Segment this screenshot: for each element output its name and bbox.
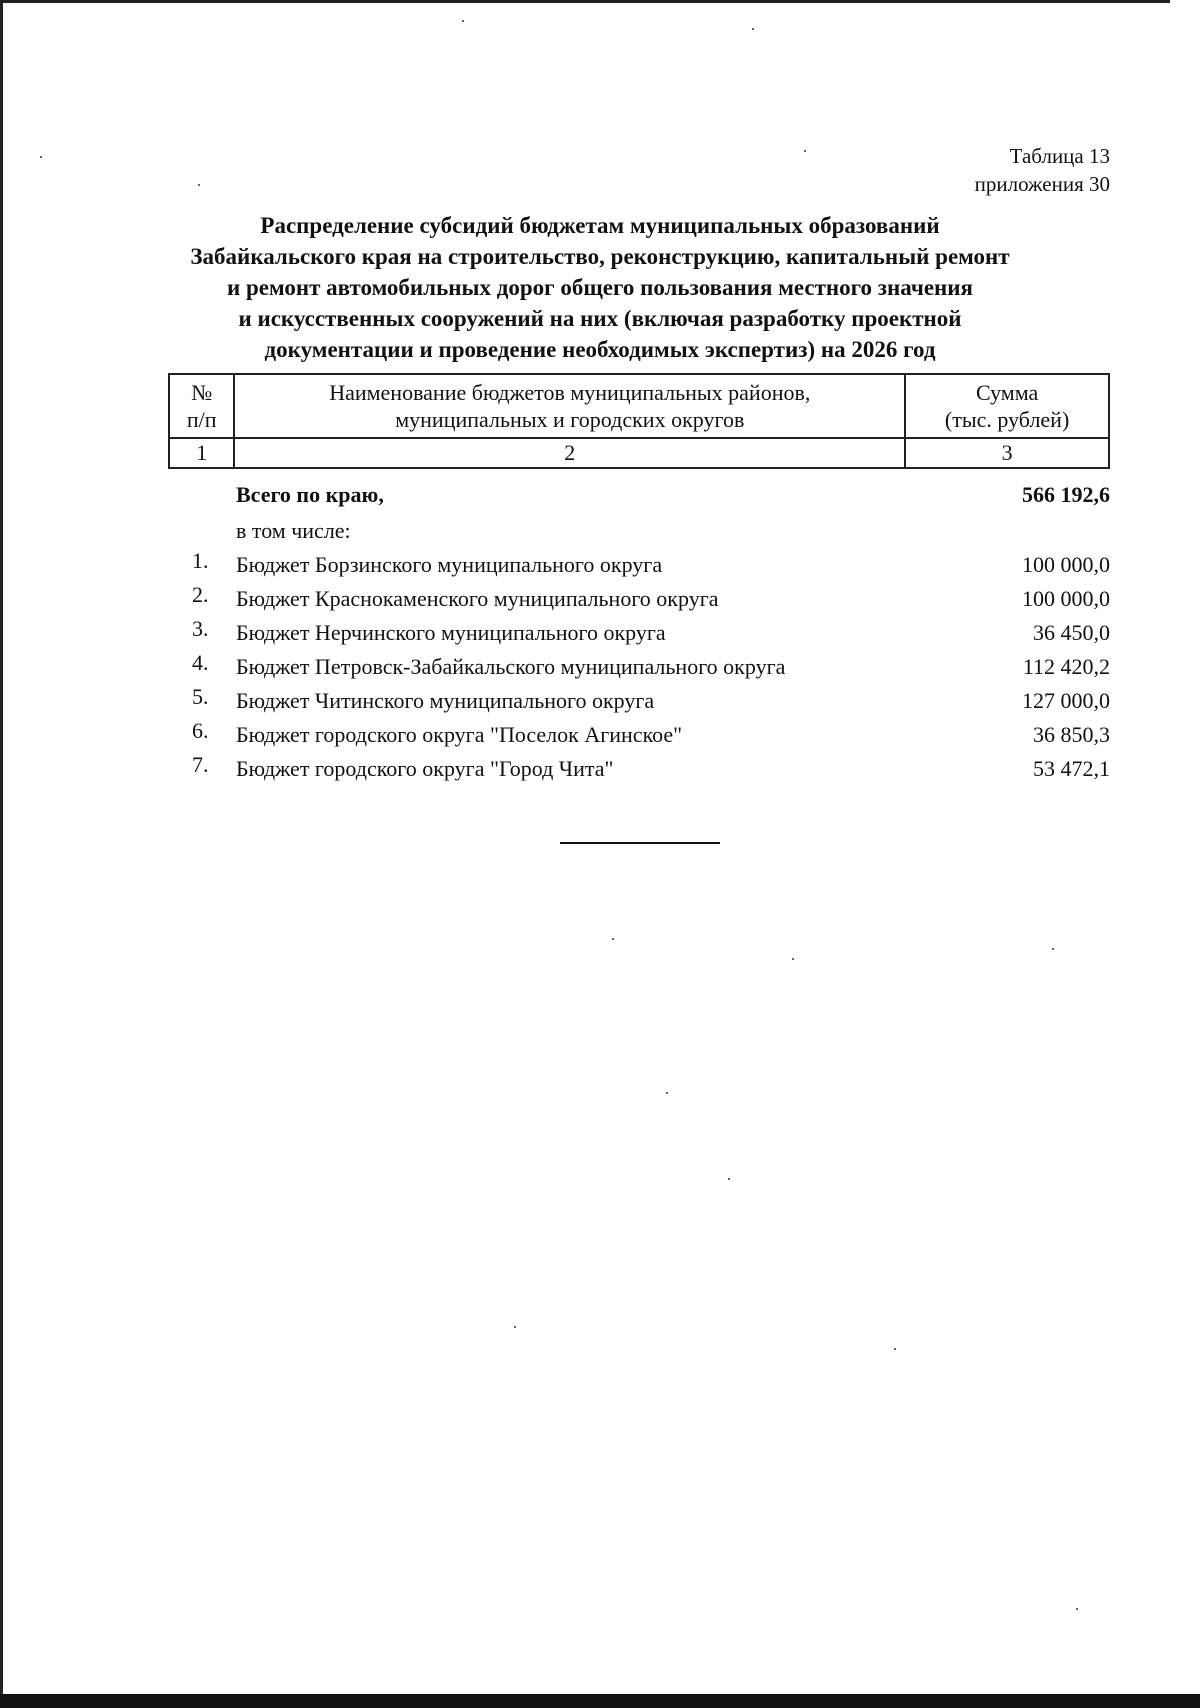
row-number: 3.	[192, 616, 209, 641]
budget-amount: 112 420,2	[1022, 654, 1110, 679]
table-row	[168, 752, 1110, 786]
scan-speck	[1052, 948, 1054, 950]
table-row	[168, 718, 1110, 752]
column-header-sum: Сумма (тыс. рублей)	[905, 374, 1109, 438]
total-amount: 566 192,6	[1022, 482, 1110, 507]
row-number: 4.	[192, 650, 209, 675]
title-line: и искусственных сооружений на них (включая разработку проектной	[238, 306, 962, 331]
row-number: 6.	[192, 718, 209, 743]
end-rule	[560, 842, 720, 844]
budget-name: Бюджет городского округа "Поселок Агинское"	[236, 722, 683, 747]
scan-speck	[728, 1178, 730, 1180]
row-number: 1.	[192, 548, 209, 573]
scan-border-top	[0, 0, 1170, 3]
title-line: Забайкальского края на строительство, реконструкцию, капитальный ремонт	[190, 244, 1010, 269]
table-row	[168, 684, 1110, 718]
column-number: 2	[234, 438, 905, 468]
budget-name: Бюджет Краснокаменского муниципального округа	[236, 586, 719, 611]
appendix-label: приложения 30	[974, 172, 1110, 196]
document-title	[150, 210, 1050, 365]
table-row	[168, 548, 1110, 582]
column-number: 3	[905, 438, 1109, 468]
budget-amount: 100 000,0	[1022, 586, 1110, 611]
scan-speck	[462, 20, 464, 22]
budget-amount: 127 000,0	[1022, 688, 1110, 713]
column-header-number: № п/п	[169, 374, 234, 438]
scan-speck	[752, 28, 754, 30]
column-number: 1	[169, 438, 234, 468]
scan-speck	[894, 1348, 896, 1350]
column-header-name: Наименование бюджетов муниципальных районов, муниципальных и городских округов	[234, 374, 905, 438]
table-header	[168, 373, 1110, 469]
total-row	[168, 478, 1110, 514]
row-number: 5.	[192, 684, 209, 709]
total-label: Всего по краю,	[236, 482, 384, 507]
scan-speck	[1076, 1608, 1078, 1610]
title-line: Распределение субсидий бюджетам муниципальных образований	[260, 213, 940, 238]
table-body	[168, 478, 1110, 786]
table-row	[168, 616, 1110, 650]
scan-border-left	[0, 0, 3, 1708]
scan-speck	[40, 156, 42, 158]
table-reference	[975, 142, 1110, 198]
row-number: 2.	[192, 582, 209, 607]
scan-speck	[514, 1326, 516, 1328]
column-number-row	[169, 438, 1109, 468]
scan-speck	[792, 958, 794, 960]
budget-amount: 100 000,0	[1022, 552, 1110, 577]
including-row	[168, 514, 1110, 548]
table-row	[168, 650, 1110, 684]
scan-speck	[804, 150, 806, 152]
scan-speck	[198, 184, 200, 186]
budget-name: Бюджет Петровск-Забайкальского муниципального округа	[236, 654, 786, 679]
table-label: Таблица 13	[1009, 144, 1110, 168]
row-number: 7.	[192, 752, 209, 777]
budget-amount: 53 472,1	[1033, 756, 1110, 781]
scan-border-bottom	[0, 1694, 1200, 1708]
budget-amount: 36 450,0	[1033, 620, 1110, 645]
scan-speck	[666, 1092, 668, 1094]
title-line: и ремонт автомобильных дорог общего пользования местного значения	[227, 275, 973, 300]
header-row	[169, 374, 1109, 438]
title-line: документации и проведение необходимых экспертиз) на 2026 год	[264, 337, 936, 362]
scan-speck	[612, 938, 614, 940]
budget-name: Бюджет городского округа "Город Чита"	[236, 756, 614, 781]
including-label: в том числе:	[236, 518, 351, 543]
table-row	[168, 582, 1110, 616]
budget-name: Бюджет Читинского муниципального округа	[236, 688, 655, 713]
budget-name: Бюджет Нерчинского муниципального округа	[236, 620, 666, 645]
budget-name: Бюджет Борзинского муниципального округа	[236, 552, 663, 577]
budget-amount: 36 850,3	[1033, 722, 1110, 747]
